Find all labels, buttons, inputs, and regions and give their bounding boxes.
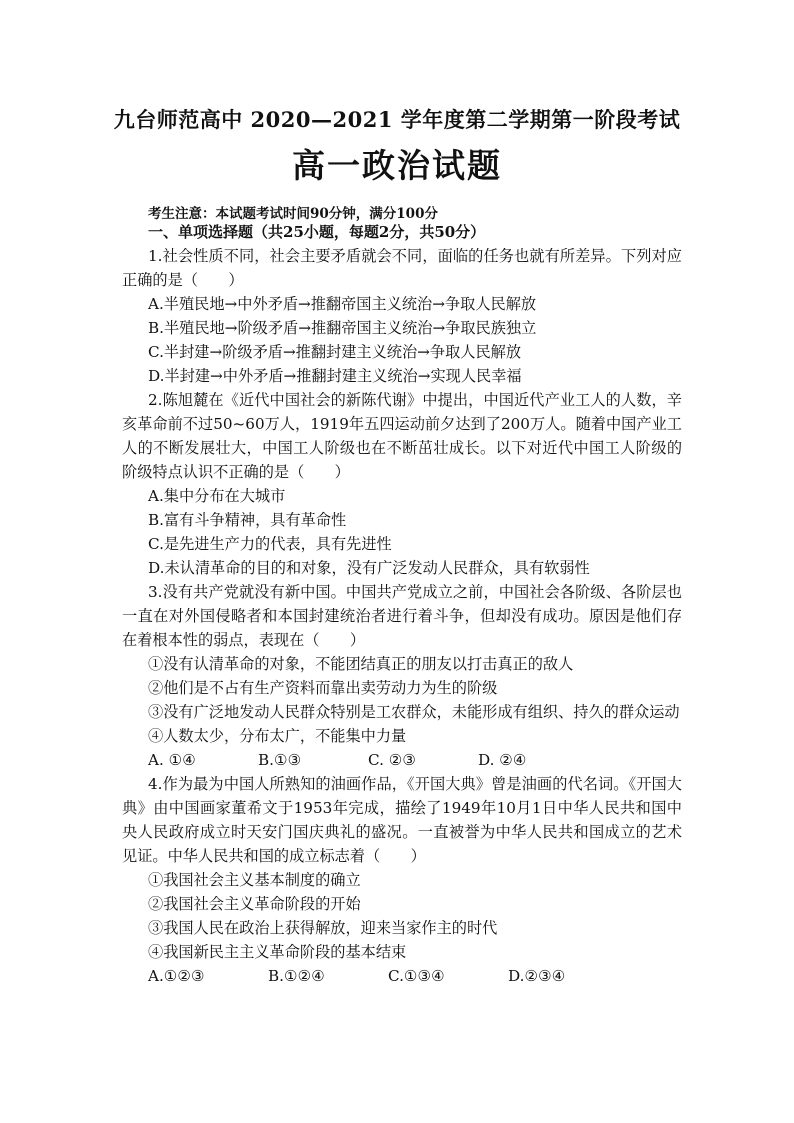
answer-d: D.②③④ — [508, 967, 566, 985]
statement-3: ③没有广泛地发动人民群众特别是工农群众，未能形成有组织、持久的群众运动 — [148, 703, 680, 721]
answer-c: C.①③④ — [388, 967, 445, 985]
option-d: D.未认清革命的目的和对象，没有广泛发动人民群众，具有软弱性 — [148, 559, 590, 577]
answer-choices — [122, 964, 682, 988]
option-b: B.半殖民地→阶级矛盾→推翻帝国主义统治→争取民族独立 — [148, 319, 537, 337]
statement-2: ②我国社会主义革命阶段的开始 — [148, 895, 361, 913]
answer-b: B.①②④ — [268, 967, 325, 985]
question-stem: 1.社会性质不同，社会主要矛盾就会不同，面临的任务也就有所差异。下列对应正确的是（ ） — [122, 247, 682, 289]
question-stem: 2.陈旭麓在《近代中国社会的新陈代谢》中提出，中国近代产业工人的人数，辛亥革命前不过50~60万人，1919年五四运动前夕达到了200万人。随着中国产业工人的不断发展壮大，中国工人阶级也在不断茁壮成长。以下对近代中国工人阶级的阶级特点认识不正确的是（ ） — [122, 391, 682, 481]
statement-2: ②他们是不占有生产资料而靠出卖劳动力为生的阶级 — [148, 679, 498, 697]
option-b: B.富有斗争精神，具有革命性 — [148, 511, 347, 529]
option-a: A.集中分布在大城市 — [148, 487, 286, 505]
option-c: C.是先进生产力的代表，具有先进性 — [148, 535, 392, 553]
answer-choices — [122, 748, 682, 772]
answer-b: B.①③ — [258, 751, 302, 769]
statement-4: ④人数太少，分布太广，不能集中力量 — [148, 727, 407, 745]
question-list — [122, 244, 682, 988]
option-d: D.半封建→中外矛盾→推翻封建主义统治→实现人民幸福 — [148, 367, 522, 385]
option-c: C.半封建→阶级矛盾→推翻封建主义统治→争取人民解放 — [148, 343, 522, 361]
statement-4: ④我国新民主主义革命阶段的基本结束 — [148, 943, 407, 961]
question-stem: 3.没有共产党就没有新中国。中国共产党成立之前，中国社会各阶级、各阶层也一直在对外国侵略者和本国封建统治者进行着斗争，但却没有成功。原因是他们存在着根本性的弱点，表现在（ ） — [122, 583, 682, 649]
subject-title: 高一政治试题 — [292, 146, 502, 185]
exam-title: 九台师范高中 2020—2021 学年度第二学期第一阶段考试 — [113, 107, 681, 132]
answer-a: A.①②③ — [148, 967, 205, 985]
candidate-notice: 考生注意：本试题考试时间90分钟，满分100分 — [148, 206, 438, 222]
answer-d: D. ②④ — [478, 751, 527, 769]
answer-c: C. ②③ — [368, 751, 416, 769]
answer-a: A. ①④ — [148, 751, 196, 769]
statement-1: ①我国社会主义基本制度的确立 — [148, 871, 361, 889]
section-heading: 一、单项选择题（共25小题，每题2分，共50分） — [148, 223, 486, 241]
option-a: A.半殖民地→中外矛盾→推翻帝国主义统治→争取人民解放 — [148, 295, 537, 313]
question-stem: 4.作为最为中国人所熟知的油画作品，《开国大典》曾是油画的代名词。《开国大典》由中国画家董希文于1953年完成，描绘了1949年10月1日中华人民共和国中央人民政府成立时天安门国庆典礼的盛况。一直被誉为中华人民共和国成立的艺术见证。中华人民共和国的成立标志着（ ） — [122, 775, 682, 865]
statement-1: ①没有认清革命的对象，不能团结真正的朋友以打击真正的敌人 — [148, 655, 574, 673]
statement-3: ③我国人民在政治上获得解放，迎来当家作主的时代 — [148, 919, 498, 937]
